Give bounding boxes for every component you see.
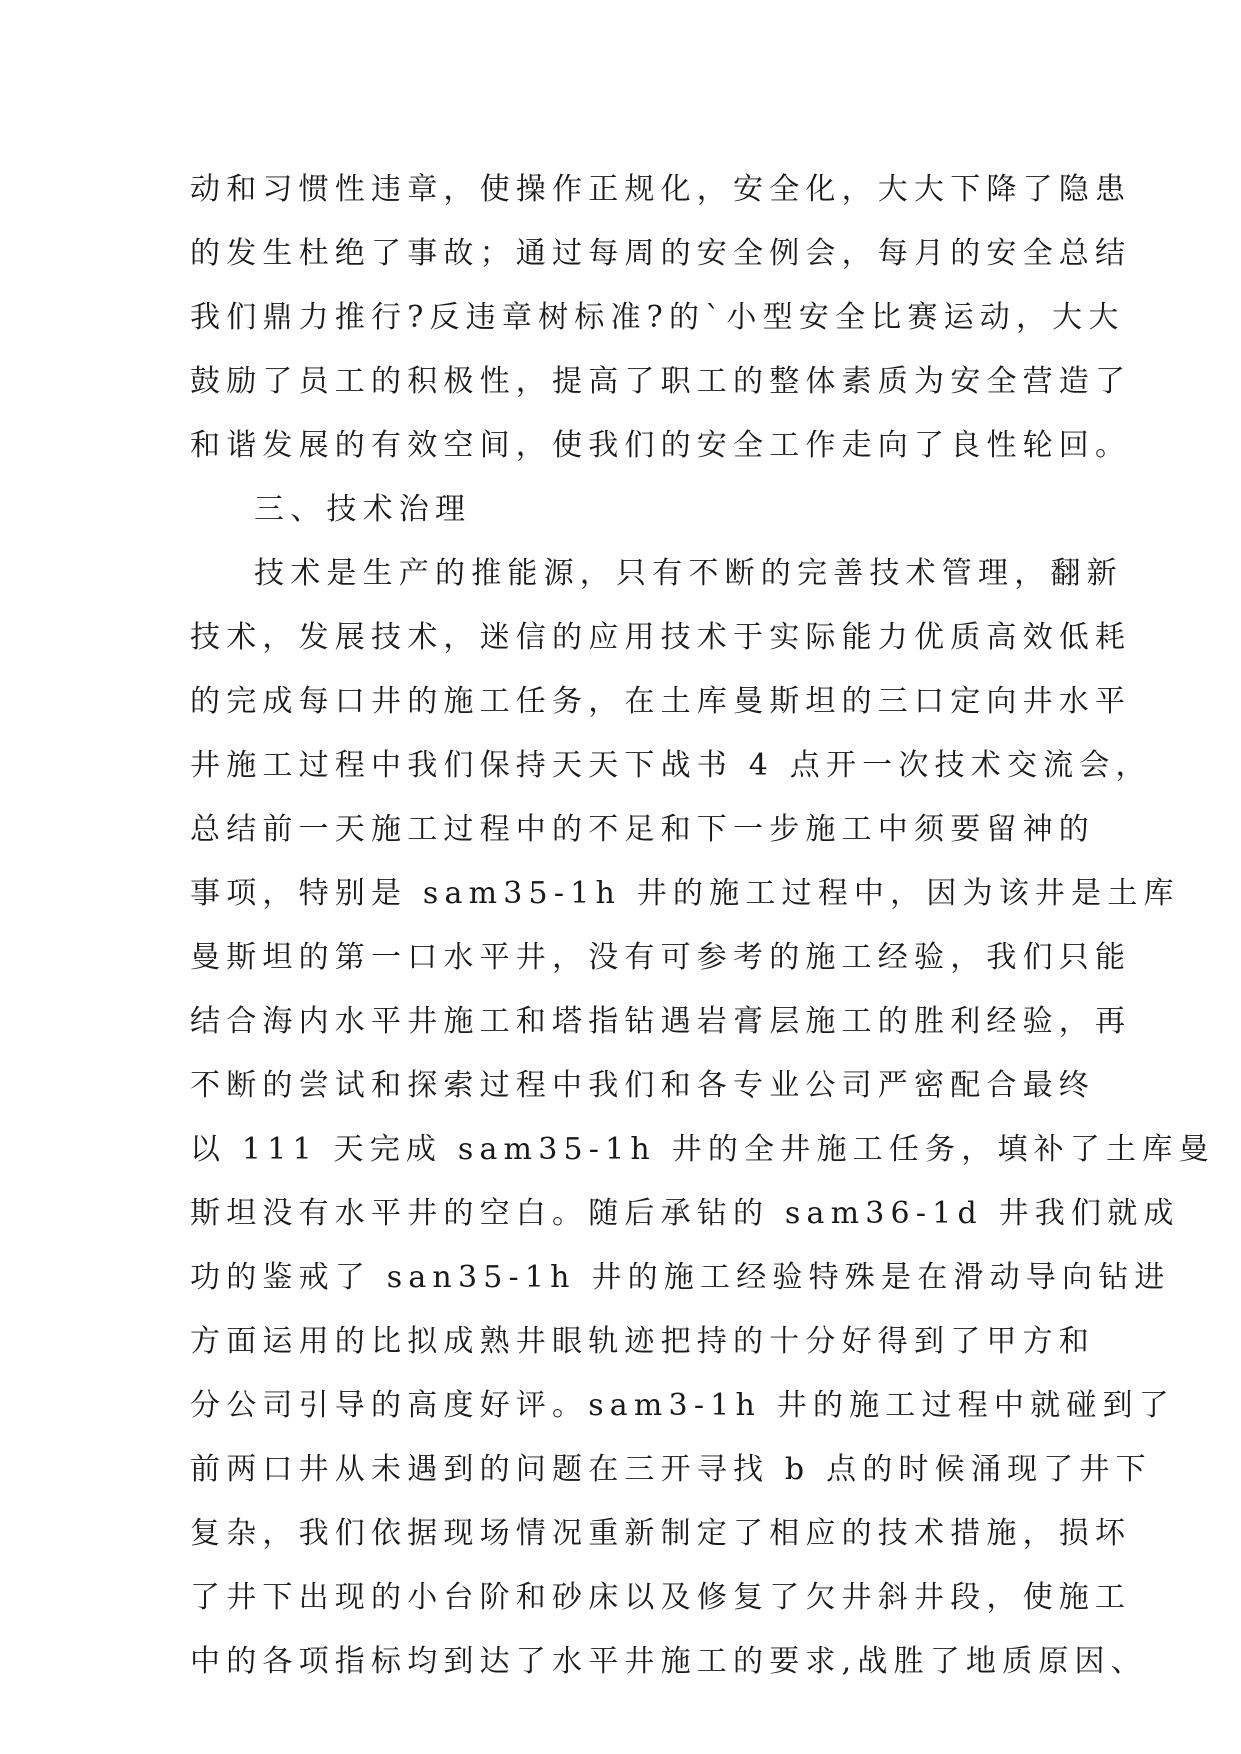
text-line: 前两口井从未遇到的问题在三开寻找 b 点的时候涌现了井下 xyxy=(190,1452,1152,1487)
text-line: 井施工过程中我们保持天天下战书 4 点开一次技术交流会， xyxy=(190,748,1152,783)
text-line: 我们鼎力推行?反违章树标准?的`小型安全比赛运动，大大 xyxy=(190,300,1125,335)
text-line: 功的鉴戒了 san35-1h 井的施工经验特殊是在滑动导向钻进 xyxy=(190,1260,1171,1295)
text-line: 技术，发展技术，迷信的应用技术于实际能力优质高效低耗 xyxy=(190,620,1132,655)
text-line: 结合海内水平井施工和塔指钻遇岩膏层施工的胜利经验，再 xyxy=(190,1004,1132,1039)
text-line: 的发生杜绝了事故；通过每周的安全例会，每月的安全总结 xyxy=(190,236,1132,271)
text-line: 曼斯坦的第一口水平井，没有可参考的施工经验，我们只能 xyxy=(190,940,1132,975)
text-line: 以 111 天完成 sam35-1h 井的全井施工任务，填补了土库曼 xyxy=(190,1132,1215,1167)
text-line: 了井下出现的小台阶和砂床以及修复了欠井斜井段，使施工 xyxy=(190,1580,1132,1615)
text-line: 不断的尝试和探索过程中我们和各专业公司严密配合最终 xyxy=(190,1068,1095,1103)
text-line: 分公司引导的高度好评。sam3-1h 井的施工过程中就碰到了 xyxy=(190,1388,1175,1423)
text-line: 三、技术治理 xyxy=(254,492,472,527)
text-line: 鼓励了员工的积极性，提高了职工的整体素质为安全营造了 xyxy=(190,364,1132,399)
text-line: 的完成每口井的施工任务，在土库曼斯坦的三口定向井水平 xyxy=(190,684,1132,719)
text-line: 复杂，我们依据现场情况重新制定了相应的技术措施，损坏 xyxy=(190,1516,1132,1551)
text-line: 总结前一天施工过程中的不足和下一步施工中须要留神的 xyxy=(190,812,1095,847)
text-line: 事项，特别是 sam35-1h 井的施工过程中，因为该井是土库 xyxy=(190,876,1180,911)
text-line: 技术是生产的推能源，只有不断的完善技术管理，翻新 xyxy=(254,556,1123,591)
text-line: 中的各项指标均到达了水平井施工的要求,战胜了地质原因、 xyxy=(190,1644,1147,1679)
text-line: 和谐发展的有效空间，使我们的安全工作走向了良性轮回。 xyxy=(190,428,1132,463)
text-line: 斯坦没有水平井的空白。随后承钻的 sam36-1d 井我们就成 xyxy=(190,1196,1180,1231)
body-text xyxy=(190,158,1215,1694)
text-line: 动和习惯性违章，使操作正规化，安全化，大大下降了隐患 xyxy=(190,172,1132,207)
text-line: 方面运用的比拟成熟井眼轨迹把持的十分好得到了甲方和 xyxy=(190,1324,1095,1359)
